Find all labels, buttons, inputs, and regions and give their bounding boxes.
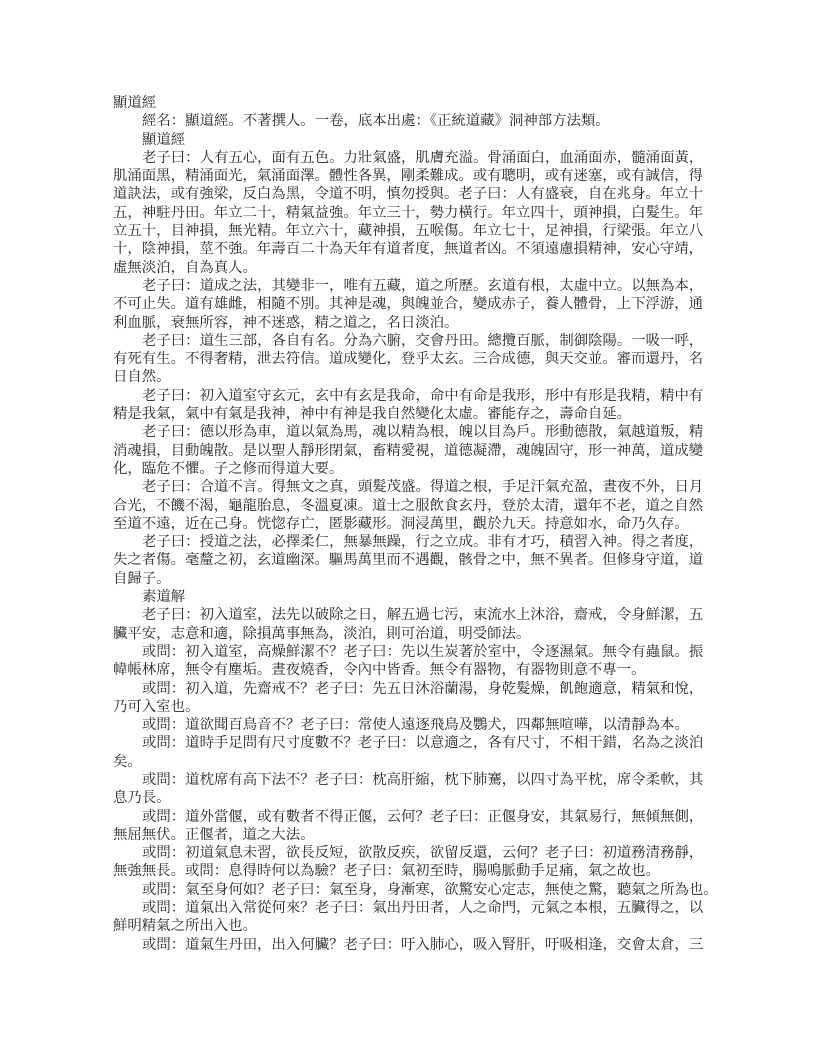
text-line: 肌涌面黑，精涌面光，氣涌面澤。體性各異，剛柔難成。或有聰明，或有迷塞，或有誠信，得 <box>113 168 704 185</box>
text-line: 或問：道外當偃，或有數者不得正偃，云何？老子曰：正偃身安，其氣易行，無傾無側， <box>142 808 704 825</box>
text-line: 老子曰：初入道室守玄元，玄中有玄是我命，命中有命是我形，形中有形是我精，精中有 <box>142 387 704 404</box>
text-line: 或問：初入道室，高燥鮮潔不？老子曰：先以生炭著於室中，令逐濕氣。無令有蟲鼠。振 <box>142 643 704 660</box>
text-line: 老子曰：人有五心，面有五色。力壯氣盛，肌膚充溢。骨涌面白，血涌面赤，髓涌面黃， <box>142 149 704 166</box>
text-line: 乃可入室也。 <box>113 698 200 715</box>
text-line: 虛無淡泊，自為真人。 <box>113 259 257 276</box>
text-line: 矣。 <box>113 753 142 770</box>
text-line: 合光，不饑不渴，龜龍胎息，冬溫夏凍。道士之服飲食玄丹，登於太清，還年不老，道之自然 <box>113 497 704 514</box>
text-line: 或問：氣至身何如？老子曰：氣至身，身漸寒，欲驚安心定志，無使之驚，聽氣之所為也。 <box>142 881 718 898</box>
text-line: 幃帳林席，無令有塵垢。晝夜燒香，令內中皆香。無令有器物，有器物則意不專一。 <box>113 662 646 679</box>
text-line: 老子曰：合道不言。得無文之真，頭髮茂盛。得道之根，手足汗氣充盈，晝夜不外，日月 <box>142 479 704 496</box>
text-line: 道訣法，或有強梁，反白為黑，令道不明，慎勿授與。老子曰：人有盛衰，自在兆身。年立十 <box>113 186 704 203</box>
text-line: 無強無長。或問：息得時何以為驗？老子曰：氣初至時，腸鳴脈動手足痛，氣之故也。 <box>113 863 660 880</box>
text-line: 或問：道氣出入常從何來？老子曰：氣出丹田者，人之命門，元氣之本根，五臟得之，以 <box>142 900 704 917</box>
text-line: 經名：顯道經。不著撰人。一卷，底本出處：《正統道藏》洞神部方法類。 <box>142 113 610 130</box>
text-line: 顯道經 <box>142 131 186 148</box>
text-line: 至道不遠，近在己身。恍惚存亡，匿影藏形。洞浸萬里，觀於九天。持意如水，命乃久存。 <box>113 515 689 532</box>
text-line: 顯道經 <box>113 95 157 111</box>
text-line: 無屈無伏。正偃者，道之大法。 <box>113 826 315 843</box>
text-line: 鮮明精氣之所出入也。 <box>113 918 257 935</box>
text-line: 臟平安，志意和適，除損萬事無為，淡泊，則可治道，明受師法。 <box>113 625 531 642</box>
text-line: 有死有生。不得奢精，泄去符信。道成變化，登乎太玄。三合成德，與天交並。審而還丹，名 <box>113 351 704 368</box>
text-line: 或問：道氣生丹田，出入何臟？老子曰：吁入肺心，吸入腎肝，吁吸相逢，交會太倉，三 <box>142 936 704 953</box>
text-line: 或問：道欲聞百鳥音不？老子曰：常使人遠逐飛鳥及鸚犬，四鄰無喧嘩，以清靜為本。 <box>142 717 689 734</box>
text-line: 立五十，目神損，無光精。年立六十，藏神損，五喉傷。年立七十，足神損，行梁張。年立八 <box>113 223 704 240</box>
text-line: 老子曰：初入道室，法先以破除之日，解五過七污，束流水上沐浴，齋戒，令身鮮潔，五 <box>142 607 704 624</box>
text-line: 五，神駐丹田。年立二十，精氣益強。年立三十，勢力橫行。年立四十，頭神損，白髮生。年 <box>113 204 704 221</box>
text-line: 息乃長。 <box>113 790 171 807</box>
text-line: 失之者傷。毫釐之初，玄道幽深。驅馬萬里而不遇觀，骸骨之中，無不異者。但修身守道，道 <box>113 552 704 569</box>
text-line: 或問：道枕席有高下法不？老子曰：枕高肝縮，枕下肺騫，以四寸為平枕，席令柔軟，其 <box>142 771 704 788</box>
text-line: 日自然。 <box>113 369 171 386</box>
text-line: 不可止失。道有雄雌，相隨不別。其神是魂，與魄並合，變成赤子，養人體骨，上下浮游，通 <box>113 296 704 313</box>
text-line: 老子曰：道生三部，各自有名。分為六腑，交會丹田。總攬百脈，制御陰陽。一吸一呼， <box>142 332 704 349</box>
text-line: 或問：初道氣息未習，欲長反短，欲散反疾，欲留反還，云何？老子曰：初道務清務靜， <box>142 845 704 862</box>
text-line: 老子曰：授道之法，必擇柔仁，無暴無躁，行之立成。非有才巧，積習入神。得之者度， <box>142 534 704 551</box>
text-line: 老子曰：德以形為車，道以氣為馬，魂以精為根，魄以目為戶。形動德散，氣越道叛，精 <box>142 424 704 441</box>
text-line: 十，陰神損，莖不強。年壽百二十為天年有道者度，無道者凶。不須遠慮損精神，安心守靖， <box>113 241 704 258</box>
text-line: 精是我氣，氣中有氣是我神，神中有神是我自然變化太虛。審能存之，壽命自延。 <box>113 406 632 423</box>
text-line: 消魂損，目動魄散。是以聖人靜形閉氣，畜精愛視，道德凝滯，魂魄固守，形一神萬，道成變 <box>113 442 704 459</box>
text-line: 利血脈，衰無所容，神不迷惑，精之道之，名日淡泊。 <box>113 314 459 331</box>
document-body <box>113 94 718 954</box>
text-line: 或問：道時手足問有尺寸度數不？老子曰：以意適之，各有尺寸，不相干錯，名為之淡泊 <box>142 735 704 752</box>
text-line: 自歸子。 <box>113 570 171 587</box>
text-line: 或問：初入道，先齋戒不？老子曰：先五日沐浴蘭湯，身乾髮燥，飢飽適意，精氣和悅， <box>142 680 704 697</box>
text-line: 素道解 <box>142 589 186 606</box>
text-line: 化，臨危不懼。子之修而得道大要。 <box>113 460 344 477</box>
text-line: 老子曰：道成之法，其變非一，唯有五藏，道之所歷。玄道有根，太虛中立。以無為本， <box>142 277 704 294</box>
